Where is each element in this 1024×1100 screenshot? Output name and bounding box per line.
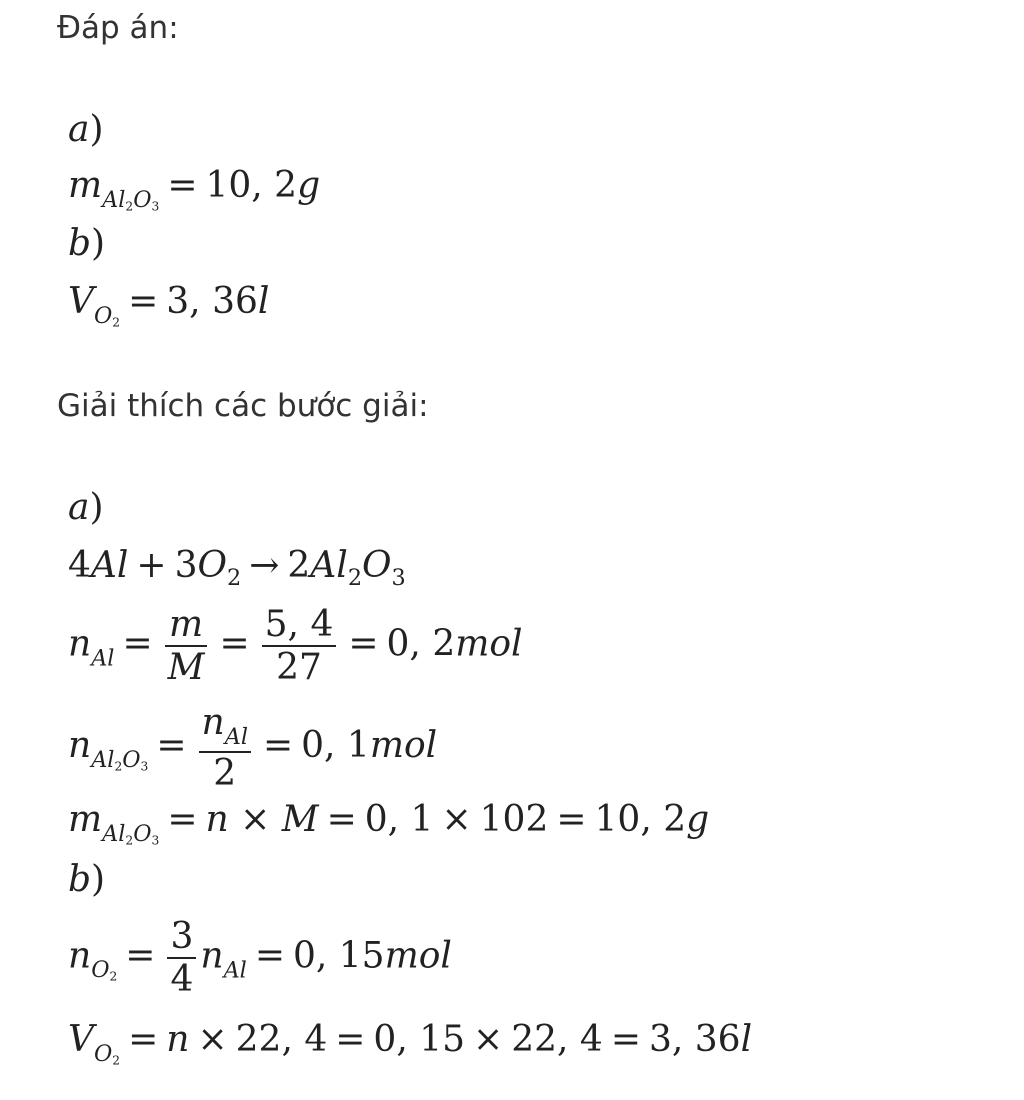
mole-al-calc: $n_{Al}$ = $\frac{m}{M}$ = $\frac{5, 4}{27}$ = 0, 2mol xyxy=(68,604,523,689)
mole-o2-calc: $n_{O2}=$ $\frac{3}{4}$ $n_{Al} = 0$, 15mol xyxy=(68,916,452,1001)
n-al-result: 0, 2 xyxy=(386,623,456,665)
answer-mass-al2o3: $m_{Al2O3}= 10$, 2g xyxy=(68,165,321,214)
fraction xyxy=(167,916,196,1001)
fraction: $\frac{n_{Al}}{2}$ xyxy=(199,702,251,794)
answer-part-a-label: a) xyxy=(68,109,104,150)
frac-num: 5, 4 xyxy=(262,604,337,647)
volume-o2-calc: $V_{O2}= n \times 22$, 4 = 0, 15 × 22, 4 = 3, 36l xyxy=(68,1019,753,1068)
n-al2o3-unit: mol xyxy=(369,725,438,767)
mass-al2o3-calc: $m_{Al2O3}= n \times M = 0$, 1 × 102 = 10, 2g xyxy=(68,799,710,848)
answer-volume-o2: $V_{O2}= 3$, 36l xyxy=(68,281,270,330)
fraction xyxy=(262,604,337,689)
frac-den: 27 xyxy=(276,647,322,689)
mass-unit: g xyxy=(686,799,710,840)
n-o2-result: 0, 15 xyxy=(292,935,385,977)
solution-part-b-label: b) xyxy=(68,859,106,900)
volume-formula-factor: 22, 4 xyxy=(235,1019,328,1060)
n-al2o3-result: 0, 1 xyxy=(301,725,370,767)
part-letter: b xyxy=(68,223,92,264)
mass-n-value: 0, 1 xyxy=(364,799,434,840)
n-o2-unit: mol xyxy=(384,935,452,977)
coef-al: 4 xyxy=(68,545,91,586)
part-letter: b xyxy=(68,859,92,900)
coef-o2: 3 xyxy=(174,545,198,586)
volume-result: 3, 36 xyxy=(648,1019,741,1060)
answer-part-b-label: b) xyxy=(68,223,106,264)
frac-num: 3 xyxy=(167,916,196,959)
solution-part-a-label: a) xyxy=(68,487,104,528)
mass-m-value: 102 xyxy=(479,799,549,840)
answer-mass-value: 10, 2 xyxy=(205,165,298,206)
reaction-equation: $4Al + 3O_2 \to 2Al_2O_3$ xyxy=(68,545,406,591)
fraction xyxy=(165,604,208,689)
explain-heading: Giải thích các bước giải: xyxy=(57,388,429,424)
mole-al2o3-calc: $n_{Al2O3}=$ $\frac{n_{Al}}{2}$ = 0, 1mol xyxy=(68,702,438,794)
frac-den: 2 xyxy=(213,752,237,794)
volume-n-value: 0, 15 xyxy=(373,1019,466,1060)
part-letter: a xyxy=(68,487,90,528)
mass-result: 10, 2 xyxy=(594,799,687,840)
answer-heading: Đáp án: xyxy=(57,10,179,46)
volume-factor: 22, 4 xyxy=(511,1019,603,1060)
answer-volume-value: 3, 36 xyxy=(166,281,258,322)
mass-formula: n × M xyxy=(205,799,319,840)
frac-den: 4 xyxy=(170,959,194,1001)
n-al-unit: mol xyxy=(455,623,523,665)
volume-unit: l xyxy=(740,1019,753,1060)
part-letter: a xyxy=(68,109,90,150)
frac-den: M xyxy=(167,647,205,689)
frac-num: m xyxy=(165,604,208,647)
answer-volume-unit: l xyxy=(257,281,270,322)
coef-product: 2 xyxy=(287,545,311,586)
answer-mass-unit: g xyxy=(297,165,321,206)
